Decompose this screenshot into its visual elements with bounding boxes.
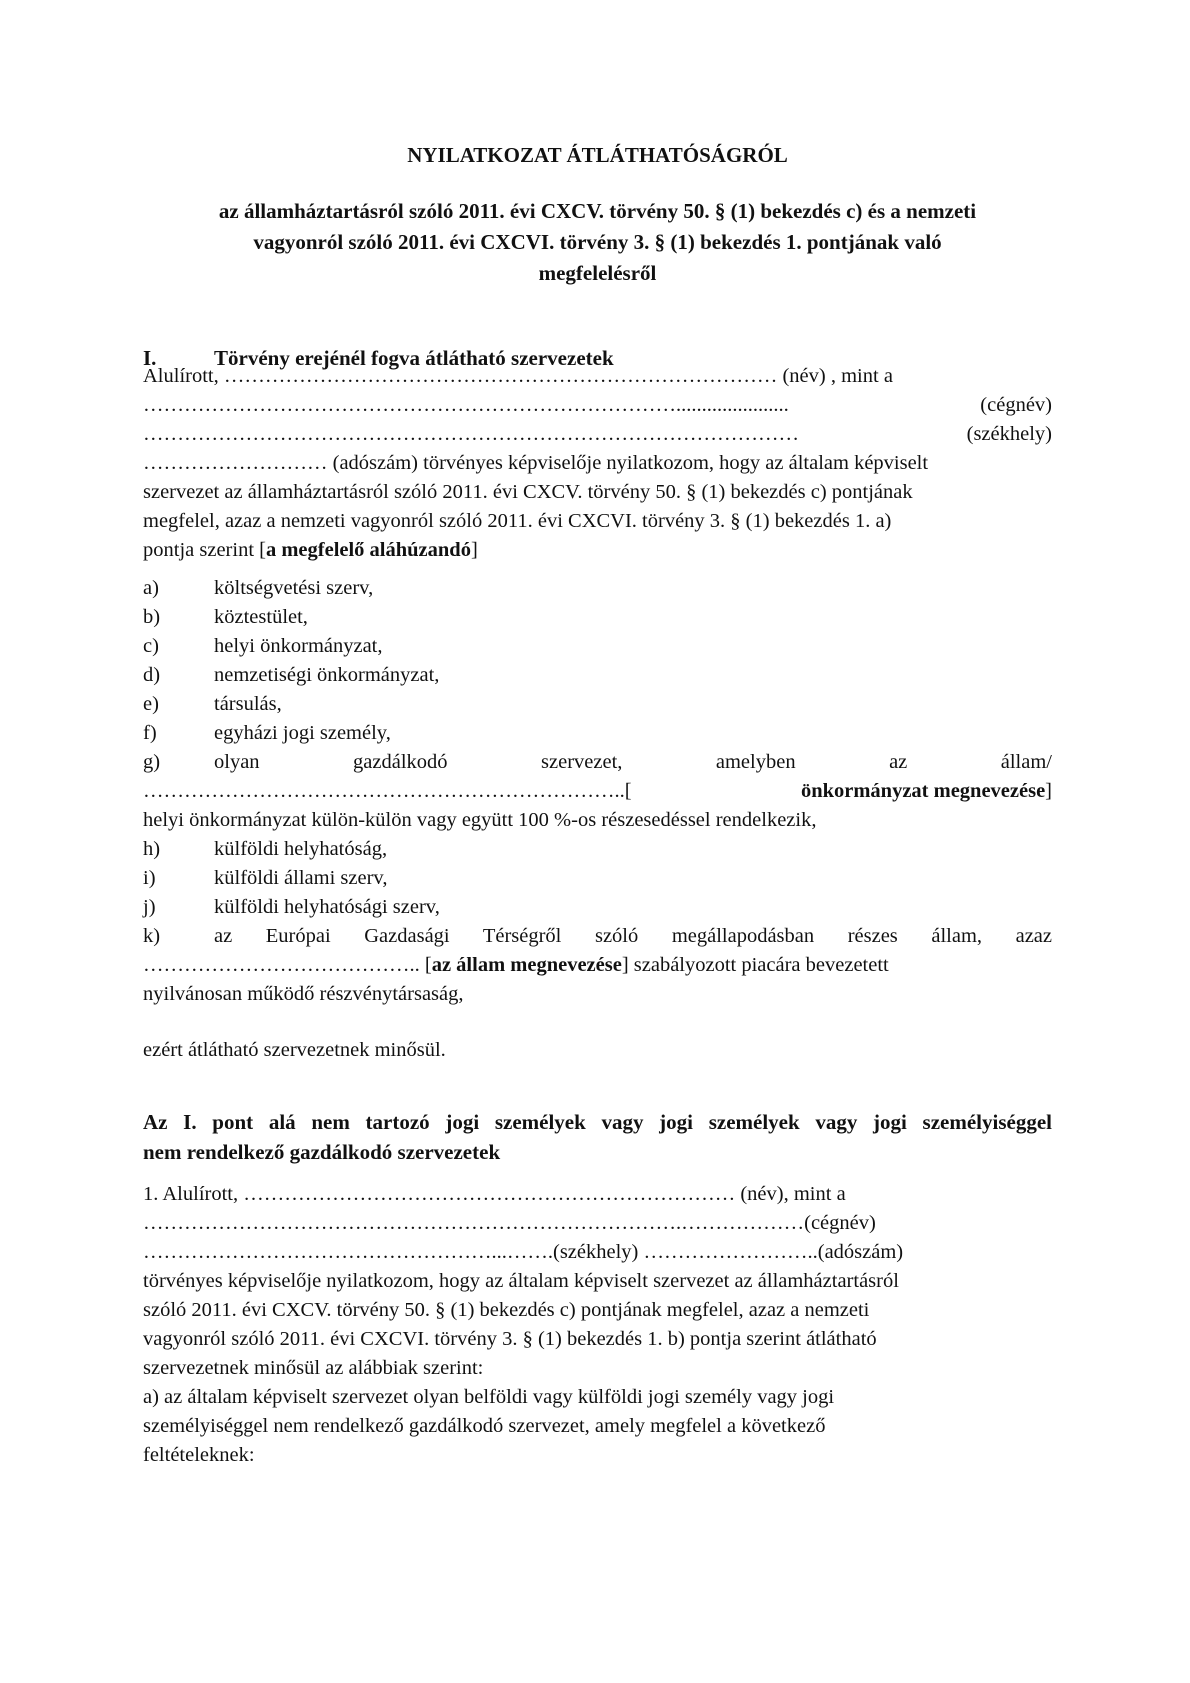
paragraph-line: [143, 420, 1052, 449]
paragraph-line: törvényes képviselője nyilatkozom, hogy az általam képviselt szervezet az államháztartásról: [143, 1270, 899, 1292]
paragraph-line: megfelel, azaz a nemzeti vagyonról szóló 2011. évi CXCVI. törvény 3. § (1) bekezdés 1. a): [143, 510, 892, 532]
list-text: társulás,: [214, 693, 282, 715]
entity-type-list: [143, 835, 1052, 922]
list-text: nemzetiségi önkormányzat,: [214, 664, 440, 686]
list-text: köztestület,: [214, 606, 308, 628]
paragraph-line: [143, 951, 1052, 980]
list-label: h): [143, 838, 161, 860]
list-item: [143, 632, 1052, 661]
list-label: d): [143, 664, 161, 686]
list-item-g: [143, 748, 1052, 835]
text-span: ]: [470, 539, 478, 561]
list-item: [143, 835, 1052, 864]
section-title: Törvény erejénél fogva átlátható szervezetek: [214, 346, 614, 370]
text-span: [143, 951, 889, 980]
list-item: [143, 922, 1052, 951]
word: gazdálkodó: [353, 751, 448, 773]
subtitle-line: vagyonról szóló 2011. évi CXCVI. törvény 3. § (1) bekezdés 1. pontjának való: [253, 230, 942, 254]
list-text: egyházi jogi személy,: [214, 722, 391, 744]
list-text: külföldi helyhatósági szerv,: [214, 896, 440, 918]
entity-type-list: [143, 574, 1052, 748]
list-label: g): [143, 751, 161, 773]
word: szervezet,: [541, 751, 623, 773]
paragraph-line: a) az általam képviselt szervezet olyan belföldi vagy külföldi jogi személy vagy jogi: [143, 1386, 835, 1408]
paragraph-line: ……………………… (adószám) törvényes képviselője nyilatkozom, hogy az általam képviselt: [143, 452, 929, 474]
list-label: b): [143, 606, 161, 628]
paragraph-line: szóló 2011. évi CXCV. törvény 50. § (1) bekezdés c) pontjának megfelel, azaz a nemzeti: [143, 1299, 870, 1321]
word: az: [889, 751, 908, 773]
list-item: [143, 864, 1052, 893]
list-text: külföldi helyhatóság,: [214, 838, 388, 860]
paragraph-line: helyi önkormányzat külön-külön vagy együtt 100 %-os részesedéssel rendelkezik,: [143, 809, 817, 831]
list-label: j): [143, 896, 156, 918]
bold-instruction: a megfelelő aláhúzandó: [265, 539, 471, 561]
paragraph-line: [143, 536, 1052, 565]
field-label: (székhely): [966, 423, 1052, 445]
paragraph-line: [143, 777, 1052, 806]
list-item: [143, 719, 1052, 748]
heading-line: Az I. pont alá nem tartozó jogi személyek vagy jogi személyek vagy jogi személyiséggel: [143, 1110, 1052, 1134]
paragraph-line: nyilvánosan működő részvénytársaság,: [143, 983, 464, 1005]
list-item-k: [143, 922, 1052, 1009]
name-blank: ……………………………………………………………………......................: [143, 394, 789, 416]
paragraph-line: szervezetnek minősül az alábbiak szerint:: [143, 1357, 484, 1379]
section-heading: [143, 1107, 1052, 1167]
list-item: [143, 661, 1052, 690]
list-text: helyi önkormányzat,: [214, 635, 383, 657]
paragraph-line: szervezet az államháztartásról szóló 2011. évi CXCV. törvény 50. § (1) bekezdés c) pontjának: [143, 481, 913, 503]
list-item: [143, 603, 1052, 632]
heading-line: nem rendelkező gazdálkodó szervezetek: [143, 1140, 501, 1164]
list-label: c): [143, 635, 159, 657]
text-span: ]: [1045, 780, 1052, 802]
list-label: f): [143, 722, 157, 744]
bold-instruction: az állam megnevezése: [431, 954, 622, 976]
document-subtitle: [143, 196, 1052, 289]
list-label: i): [143, 867, 156, 889]
field-label: (cégnév): [980, 394, 1052, 416]
paragraph-line: személyiséggel nem rendelkező gazdálkodó szervezet, amely megfelel a következő: [143, 1415, 826, 1437]
paragraph-line: ……………………………………………...…….(székhely) ……………………..(adószám): [143, 1241, 904, 1263]
text-span: ] szabályozott piacára bevezetett: [621, 954, 889, 976]
list-item: [143, 690, 1052, 719]
list-text: az Európai Gazdasági Térségről szóló megállapodásban részes állam, azaz: [214, 925, 1052, 947]
list-item: [143, 893, 1052, 922]
paragraph-line: …………………………………………………………………….………………(cégnév): [143, 1212, 876, 1234]
list-item: [143, 574, 1052, 603]
declaration-paragraph: [143, 1180, 1052, 1470]
word: állam/: [1000, 751, 1052, 773]
word: olyan: [214, 751, 260, 773]
list-text: külföldi állami szerv,: [214, 867, 388, 889]
text-span: ………………………………….. [: [143, 954, 432, 976]
text-span: [801, 777, 1052, 806]
list-label: k): [143, 925, 161, 947]
bold-instruction: önkormányzat megnevezése: [800, 780, 1046, 802]
name-blank: ……………………………………………………………..[: [143, 780, 632, 802]
list-item: [143, 748, 1052, 777]
subtitle-line: az államháztartásról szóló 2011. évi CXCV. törvény 50. § (1) bekezdés c) és a nemzeti: [218, 199, 977, 223]
paragraph-line: [143, 391, 1052, 420]
word: amelyben: [715, 751, 796, 773]
text-span: pontja szerint [: [143, 539, 266, 561]
paragraph-line: vagyonról szóló 2011. évi CXCVI. törvény 3. § (1) bekezdés 1. b) pontja szerint átlátható: [143, 1328, 877, 1350]
conclusion-text: ezért átlátható szervezetnek minősül.: [143, 1039, 446, 1061]
list-label: a): [143, 577, 159, 599]
paragraph-line: 1. Alulírott, ……………………………………………………………… (név), mint a: [143, 1183, 846, 1205]
section-number: I.: [143, 346, 157, 370]
paragraph-line: feltételeknek:: [143, 1444, 255, 1466]
address-blank: ……………………………………………………………………………………: [143, 423, 799, 445]
declaration-paragraph: [143, 362, 1052, 565]
list-label: e): [143, 693, 159, 715]
paragraph-line: Alulírott, ……………………………………………………………………… (név) , mint a: [143, 365, 893, 387]
subtitle-line: megfelelésről: [538, 261, 657, 285]
document-title: NYILATKOZAT ÁTLÁTHATÓSÁGRÓL: [407, 143, 788, 167]
list-text: költségvetési szerv,: [214, 577, 374, 599]
list-text: [214, 748, 1052, 777]
